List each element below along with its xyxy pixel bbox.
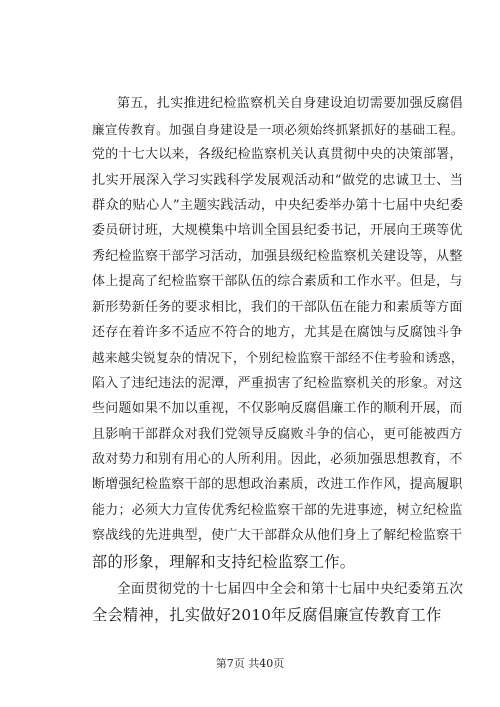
text-line: 全面贯彻党的十七届四中全会和第十七届中央纪委第五次 [117,581,464,597]
text-line: 全会精神，扎实做好2010年反腐倡廉宣传教育工作 [92,606,442,624]
text-line: 扎实开展深入学习实践科学发展观活动和“做党的忠诚卫士、当 [92,173,464,188]
text-line: 秀纪检监察干部学习活动，加强县级纪检监察机关建设等，从整 [92,249,463,264]
text-line: 部的形象，理解和支持纪检监察工作。 [92,553,356,571]
page-footer: 第7页 共40页 [215,657,285,670]
text-line: 体上提高了纪检监察干部队伍的综合素质和工作水平。但是，与 [92,274,463,289]
text-line: 群众的贴心人”主题实践活动，中央纪委举办第十七届中央纪委 [92,198,464,213]
text-line: 越来越尖锐复杂的情况下，个别纪检监察干部经不住考验和诱惑， [92,350,464,365]
text-line: 能力；必须大力宣传优秀纪检监察干部的先进事迹，树立纪检监 [92,503,463,518]
text-line: 些问题如果不加以重视，不仅影响反腐倡廉工作的顺利开展，而 [92,401,463,416]
text-line: 委员研讨班，大规模集中培训全国县纪委书记，开展向王瑛等优 [92,223,463,238]
text-line: 还存在着许多不适应不符合的地方，尤其是在腐蚀与反腐蚀斗争 [92,325,463,340]
text-line: 廉宣传教育。加强自身建设是一项必须始终抓紧抓好的基础工程。 [92,122,464,137]
text-line: 断增强纪检监察干部的思想政治素质，改进工作作风，提高履职 [92,477,463,492]
text-line: 第五，扎实推进纪检监察机关自身建设迫切需要加强反腐倡 [117,96,463,111]
text-line: 察战线的先进典型，使广大干部群众从他们身上了解纪检监察干 [92,528,463,543]
text-line: 陷入了违纪违法的泥潭，严重损害了纪检监察机关的形象。对这 [92,376,463,391]
text-line: 且影响干部群众对我们党领导反腐败斗争的信心，更可能被西方 [92,427,463,442]
text-line: 新形势新任务的要求相比，我们的干部队伍在能力和素质等方面 [92,300,463,315]
text-line: 敌对势力和别有用心的人所利用。因此，必须加强思想教育，不 [92,452,463,467]
text-line: 党的十七大以来，各级纪检监察机关认真贯彻中央的决策部署， [92,147,463,162]
